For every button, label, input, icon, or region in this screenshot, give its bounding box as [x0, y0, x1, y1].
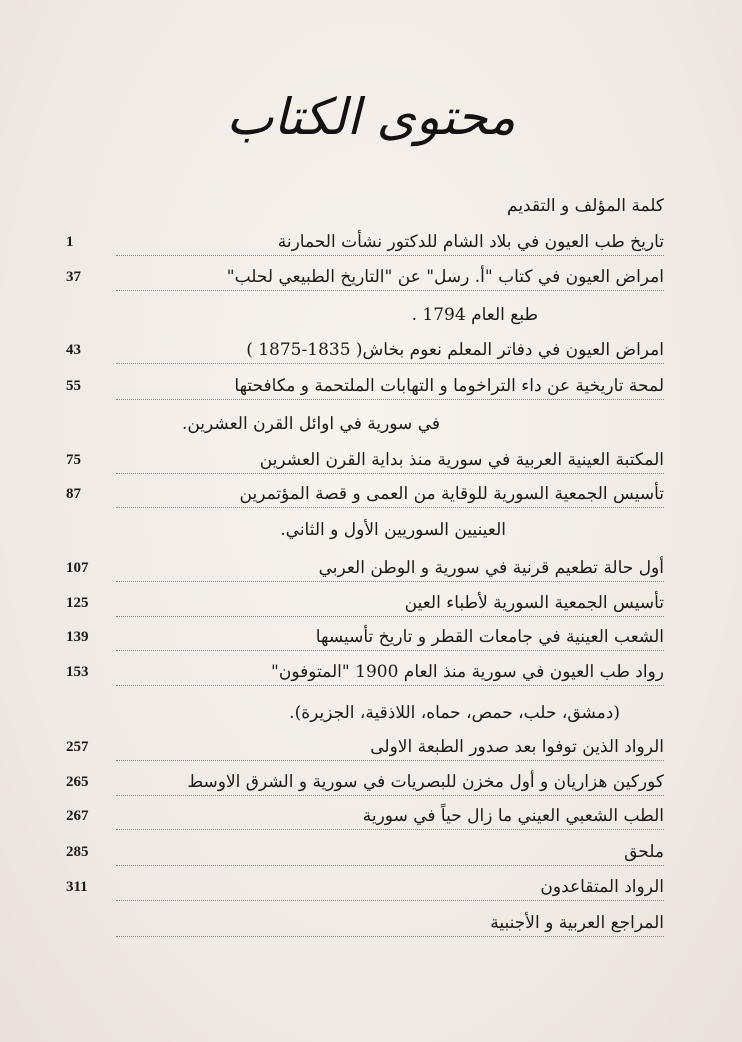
toc-entry — [66, 772, 664, 800]
toc-entry — [66, 842, 664, 870]
toc-entry — [66, 877, 664, 905]
toc-page-number: 43 — [66, 342, 81, 358]
toc-entry-title: تأسيس الجمعية السورية لأطباء العين — [404, 593, 664, 613]
toc-entry-continuation: (دمشق، حلب، حمص، حماه، اللاذقية، الجزيرة). — [289, 703, 620, 723]
toc-leader-dots — [116, 900, 664, 901]
toc-leader-dots — [116, 290, 664, 291]
toc-leader-dots — [116, 399, 664, 400]
toc-entry-title: امراض العيون في كتاب "أ. رسل" عن "التاريخ الطبيعي لحلب" — [226, 267, 664, 287]
toc-entry — [66, 232, 664, 260]
toc-leader-dots — [116, 865, 664, 866]
toc-leader-dots — [116, 255, 664, 256]
toc-page-number: 267 — [66, 808, 89, 824]
toc-entry — [66, 627, 664, 655]
toc-page-number: 285 — [66, 844, 89, 860]
toc-page-number: 107 — [66, 560, 89, 576]
toc-entry-continuation: العينيين السوريين الأول و الثاني. — [280, 520, 506, 540]
toc-entry — [66, 662, 664, 690]
toc-entry-title: الشعب العينية في جامعات القطر و تاريخ تأسيسها — [315, 627, 664, 647]
toc-entry-title: المكتبة العينية العربية في سورية منذ بداية القرن العشرين — [259, 450, 664, 470]
toc-page-number: 153 — [66, 664, 89, 680]
toc-leader-dots — [116, 795, 664, 796]
toc-leader-dots — [116, 616, 664, 617]
toc-entry — [66, 593, 664, 621]
toc-page-number: 37 — [66, 269, 81, 285]
toc-page-number: 265 — [66, 774, 89, 790]
toc-entry-title: امراض العيون في دفاتر المعلم نعوم بخاش( 1835-1875 ) — [246, 340, 664, 360]
toc-leader-dots — [116, 581, 664, 582]
toc-leader-dots — [116, 760, 664, 761]
toc-page-number: 257 — [66, 739, 89, 755]
toc-leader-dots — [116, 685, 664, 686]
toc-page-number: 125 — [66, 595, 89, 611]
toc-entry-title: الرواد المتقاعدون — [540, 877, 664, 897]
toc-entry — [66, 376, 664, 404]
toc-leader-dots — [116, 829, 664, 830]
toc-entry-title: تاريخ طب العيون في بلاد الشام للدكتور نشأت الحمارنة — [277, 232, 664, 252]
page-title: محتوى الكتاب — [226, 88, 516, 146]
toc-entry — [66, 484, 664, 512]
toc-leader-dots — [116, 363, 664, 364]
toc-leader-dots — [116, 936, 664, 937]
toc-page-number: 139 — [66, 629, 89, 645]
toc-entry — [66, 737, 664, 765]
toc-entry — [66, 340, 664, 368]
toc-entry-title: الطب الشعبي العيني ما زال حياً في سورية — [362, 806, 664, 826]
toc-entry — [66, 267, 664, 295]
toc-entry-title: أول حالة تطعيم قرنية في سورية و الوطن العربي — [318, 558, 664, 578]
toc-entry-title: كوركين هزاريان و أول مخزن للبصريات في سورية و الشرق الاوسط — [187, 772, 664, 792]
toc-leader-dots — [116, 473, 664, 474]
toc-page-number: 75 — [66, 452, 81, 468]
toc-entry-title: ملحق — [624, 842, 664, 862]
toc-entry-title: المراجع العربية و الأجنبية — [490, 913, 664, 933]
toc-page-number: 87 — [66, 486, 81, 502]
toc-entry-continuation: في سورية في اوائل القرن العشرين. — [181, 414, 440, 434]
toc-entry-title: رواد طب العيون في سورية منذ العام 1900 "المتوفون" — [271, 662, 664, 682]
toc-entry — [66, 450, 664, 478]
toc-page-number: 55 — [66, 378, 81, 394]
toc-intro: كلمة المؤلف و التقديم — [507, 196, 664, 216]
toc-entry-continuation: طبع العام 1794 . — [411, 305, 538, 325]
toc-page-number: 1 — [66, 234, 74, 250]
toc-leader-dots — [116, 650, 664, 651]
toc-entry — [66, 558, 664, 586]
toc-page-number: 311 — [66, 879, 88, 895]
toc-entry-title: الرواد الذين توفوا بعد صدور الطبعة الاولى — [370, 737, 664, 757]
toc-entry — [88, 913, 664, 941]
toc-leader-dots — [116, 507, 664, 508]
toc-entry — [66, 806, 664, 834]
toc-entry-title: لمحة تاريخية عن داء التراخوما و التهابات الملتحمة و مكافحتها — [234, 376, 664, 396]
toc-entry-title: تأسيس الجمعية السورية للوقاية من العمى و قصة المؤتمرين — [239, 484, 664, 504]
